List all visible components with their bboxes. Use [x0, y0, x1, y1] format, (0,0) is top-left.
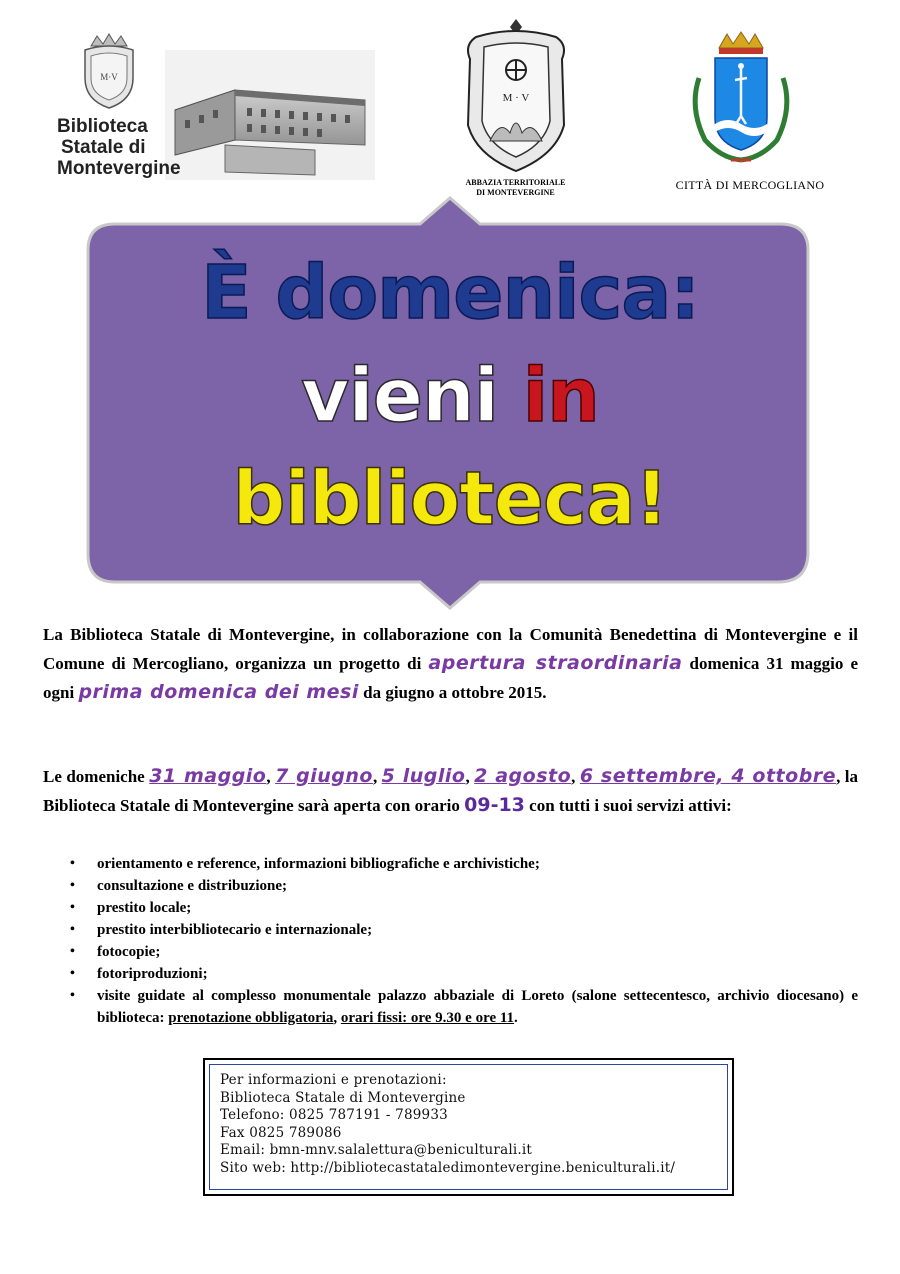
city-caption: CITTÀ DI MERCOGLIANO [675, 178, 825, 192]
info-heading: Per informazioni e prenotazioni: [220, 1072, 447, 1088]
abbey-building-image [165, 50, 375, 180]
banner-word-vieni: vieni [301, 353, 499, 439]
svg-text:M·V: M·V [100, 72, 118, 82]
library-logo [55, 30, 385, 200]
list-item: • consultazione e distribuzione; [70, 875, 858, 897]
info-phone: Telefono: 0825 787191 - 789933 [220, 1107, 448, 1124]
date-3: 5 luglio [381, 765, 466, 787]
date-5: 6 settembre, 4 ottobre [579, 765, 837, 787]
abbey-shield-icon [456, 15, 576, 175]
list-item: • prestito interbibliotecario e internazionale; [70, 919, 858, 941]
contact-info-inner [209, 1064, 728, 1190]
banner-word-in: in [522, 353, 599, 439]
services-list [70, 853, 858, 1029]
info-email[interactable]: Email: bmn-mnv.salalettura@beniculturali.it [220, 1142, 532, 1159]
contact-info-box [203, 1058, 734, 1196]
banner-title-line2 [0, 353, 900, 439]
list-item: • prestito locale; [70, 897, 858, 919]
schedule-paragraph: Le domeniche 31 maggio, 7 giugno, 5 luglio, 2 agosto, 6 settembre, 4 ottobre, la Biblioteca Statale di Montevergine sarà aperta con orario 09-13 con tutti i suoi servizi attivi: [43, 765, 859, 816]
library-name: Biblioteca Statale di Montevergine [57, 116, 181, 179]
abbey-caption: ABBAZIA TERRITORIALE DI MONTEVERGINE [465, 178, 566, 197]
date-2: 7 giugno [275, 765, 373, 787]
intro-paragraph: La Biblioteca Statale di Montevergine, in collaborazione con la Comunità Benedettina di Montevergine e il Comune di Mercogliano, organizza un progetto di apertura straordinaria domenica 31 maggio e ogni prima domenica dei mesi da giugno a ottobre 2015. [43, 625, 858, 703]
banner-title-line1: È domenica: [201, 250, 699, 336]
booking-required: prenotazione obbligatoria [168, 1010, 334, 1026]
library-crest-icon [77, 32, 141, 110]
list-item: • fotocopie; [70, 941, 858, 963]
city-crest-icon [681, 28, 801, 168]
list-item: • fotoriproduzioni; [70, 963, 858, 985]
list-item: • orientamento e reference, informazioni bibliografiche e archivistiche; [70, 853, 858, 875]
fixed-times: orari fissi: ore 9.30 e ore 11 [340, 1010, 515, 1026]
opening-hours: 09-13 [464, 794, 525, 816]
highlight-apertura: apertura straordinaria [428, 652, 683, 674]
info-website[interactable]: Sito web: http://bibliotecastataledimontevergine.beniculturali.it/ [220, 1159, 676, 1176]
list-item: • visite guidate al complesso monumentale palazzo abbaziale di Loreto (salone settecentesco, archivio diocesano) e biblioteca: prenotazione obbligatoria, orari fissi: ore 9.30 e ore 11. [70, 985, 858, 1029]
highlight-prima-domenica: prima domenica dei mesi [78, 681, 359, 703]
date-1: 31 maggio [149, 765, 267, 787]
city-logo [655, 28, 845, 198]
banner-title-line3: biblioteca! [232, 456, 668, 542]
info-fax: Fax 0825 789086 [220, 1124, 342, 1141]
abbey-logo [448, 15, 583, 205]
abbey-shield-letters: M · V [502, 92, 530, 104]
date-4: 2 agosto [474, 765, 572, 787]
info-org: Biblioteca Statale di Montevergine [220, 1089, 466, 1106]
